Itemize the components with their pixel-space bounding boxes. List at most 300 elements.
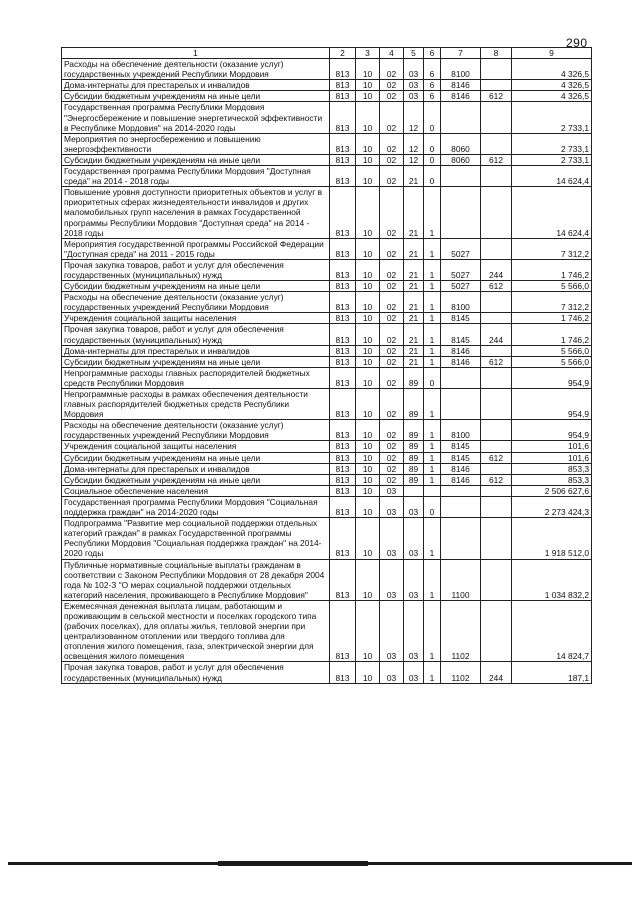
section-cell: 10: [356, 420, 380, 441]
row-name-cell: Государственная программа Республики Мордовия "Доступная среда" на 2014 - 2018 годы: [62, 166, 330, 187]
section-cell: 10: [356, 292, 380, 313]
section-cell: 10: [356, 662, 380, 683]
expense-type-cell: [481, 463, 512, 474]
ministry-code-cell: 813: [330, 662, 356, 683]
row-name-cell: Субсидии бюджетным учреждениям на иные цели: [62, 281, 330, 292]
column-header: 3: [356, 48, 380, 59]
subsection-cell: 02: [380, 133, 404, 154]
amount-cell: 853,3: [512, 463, 592, 474]
program-cell: 89: [404, 367, 424, 388]
subprogram-cell: 1: [424, 313, 441, 324]
table-row: [62, 345, 592, 356]
subsection-cell: 02: [380, 166, 404, 187]
subprogram-cell: 1: [424, 420, 441, 441]
expense-type-cell: [481, 496, 512, 517]
target-code-cell: 5027: [441, 281, 481, 292]
amount-cell: 2 733,1: [512, 154, 592, 165]
row-name-cell: Государственная программа Республики Мордовия "Социальная поддержка граждан" на 2014-2020 годы: [62, 496, 330, 517]
subsection-cell: 02: [380, 367, 404, 388]
target-code-cell: [441, 367, 481, 388]
program-cell: 21: [404, 238, 424, 259]
subsection-cell: 02: [380, 59, 404, 80]
subprogram-cell: 1: [424, 600, 441, 662]
program-cell: 21: [404, 356, 424, 367]
expense-type-cell: [481, 559, 512, 600]
ministry-code-cell: 813: [330, 59, 356, 80]
table-row: [62, 238, 592, 259]
section-cell: 10: [356, 452, 380, 463]
amount-cell: 4 326,5: [512, 59, 592, 80]
amount-cell: 14 824,7: [512, 600, 592, 662]
subprogram-cell: 1: [424, 389, 441, 420]
table-row: [62, 559, 592, 600]
subsection-cell: 02: [380, 474, 404, 485]
ministry-code-cell: 813: [330, 187, 356, 238]
table-row: [62, 496, 592, 517]
program-cell: 03: [404, 59, 424, 80]
target-code-cell: 8146: [441, 345, 481, 356]
target-code-cell: 8146: [441, 91, 481, 102]
section-cell: 10: [356, 91, 380, 102]
target-code-cell: 8060: [441, 133, 481, 154]
subprogram-cell: 1: [424, 559, 441, 600]
program-cell: 21: [404, 187, 424, 238]
ministry-code-cell: 813: [330, 559, 356, 600]
program-cell: 89: [404, 441, 424, 452]
table-row: [62, 518, 592, 559]
row-name-cell: Мероприятия по энергосбережению и повышению энергоэффективности: [62, 133, 330, 154]
amount-cell: 187,1: [512, 662, 592, 683]
ministry-code-cell: 813: [330, 91, 356, 102]
expense-type-cell: [481, 59, 512, 80]
target-code-cell: [441, 485, 481, 496]
expense-type-cell: [481, 367, 512, 388]
expense-type-cell: [481, 133, 512, 154]
ministry-code-cell: 813: [330, 238, 356, 259]
ministry-code-cell: 813: [330, 518, 356, 559]
subprogram-cell: 1: [424, 662, 441, 683]
amount-cell: 2 273 424,3: [512, 496, 592, 517]
section-cell: 10: [356, 281, 380, 292]
ministry-code-cell: 813: [330, 166, 356, 187]
subprogram-cell: 1: [424, 281, 441, 292]
section-cell: 10: [356, 389, 380, 420]
subprogram-cell: 1: [424, 292, 441, 313]
program-cell: 12: [404, 102, 424, 133]
target-code-cell: 8145: [441, 441, 481, 452]
program-cell: 21: [404, 292, 424, 313]
program-cell: 21: [404, 281, 424, 292]
section-cell: 10: [356, 59, 380, 80]
subsection-cell: 02: [380, 292, 404, 313]
target-code-cell: 8145: [441, 313, 481, 324]
target-code-cell: [441, 102, 481, 133]
expense-type-cell: [481, 600, 512, 662]
ministry-code-cell: 813: [330, 485, 356, 496]
expense-type-cell: 244: [481, 662, 512, 683]
expense-type-cell: [481, 187, 512, 238]
row-name-cell: Дома-интернаты для престарелых и инвалидов: [62, 463, 330, 474]
column-header: 5: [404, 48, 424, 59]
expense-type-cell: 612: [481, 154, 512, 165]
subsection-cell: 02: [380, 389, 404, 420]
amount-cell: 7 312,2: [512, 292, 592, 313]
section-cell: 10: [356, 600, 380, 662]
section-cell: 10: [356, 324, 380, 345]
ministry-code-cell: 813: [330, 600, 356, 662]
program-cell: [404, 485, 424, 496]
section-cell: 10: [356, 154, 380, 165]
expense-type-cell: [481, 518, 512, 559]
expense-type-cell: [481, 80, 512, 91]
amount-cell: 4 326,5: [512, 80, 592, 91]
section-cell: 10: [356, 133, 380, 154]
ministry-code-cell: 813: [330, 324, 356, 345]
table-row: [62, 281, 592, 292]
program-cell: 03: [404, 559, 424, 600]
section-cell: 10: [356, 238, 380, 259]
program-cell: 89: [404, 463, 424, 474]
expense-type-cell: [481, 389, 512, 420]
section-cell: 10: [356, 102, 380, 133]
section-cell: 10: [356, 259, 380, 280]
target-code-cell: [441, 496, 481, 517]
subprogram-cell: 0: [424, 367, 441, 388]
program-cell: 89: [404, 474, 424, 485]
target-code-cell: 1100: [441, 559, 481, 600]
table-row: [62, 292, 592, 313]
ministry-code-cell: 813: [330, 389, 356, 420]
bottom-rule: [8, 862, 632, 865]
ministry-code-cell: 813: [330, 420, 356, 441]
program-cell: 12: [404, 154, 424, 165]
row-name-cell: Ежемесячная денежная выплата лицам, работающим и проживающим в сельской местности и поселках городского типа (рабочих поселках), для оплаты жилья, тепловой энергии при централизованном отоплении или твердого топлива для отопления жилого помещения, газа, электрической энергии для освещения жилого помещения: [62, 600, 330, 662]
subprogram-cell: 1: [424, 441, 441, 452]
program-cell: 89: [404, 389, 424, 420]
subsection-cell: 02: [380, 80, 404, 91]
table-row: [62, 313, 592, 324]
table-row: [62, 367, 592, 388]
row-name-cell: Учреждения социальной защиты населения: [62, 313, 330, 324]
expense-type-cell: [481, 238, 512, 259]
program-cell: 03: [404, 496, 424, 517]
section-cell: 10: [356, 166, 380, 187]
program-cell: 03: [404, 600, 424, 662]
ministry-code-cell: 813: [330, 452, 356, 463]
column-header: 1: [62, 48, 330, 59]
table-row: [62, 259, 592, 280]
table-row: [62, 133, 592, 154]
subsection-cell: 03: [380, 559, 404, 600]
program-cell: 89: [404, 420, 424, 441]
amount-cell: 14 624,4: [512, 187, 592, 238]
expense-type-cell: [481, 485, 512, 496]
row-name-cell: Публичные нормативные социальные выплаты гражданам в соответствии с Законом Республики Мордовия от 28 декабря 2004 года № 102-З "О мерах социальной поддержки отдельных категорий населения, проживающего в Республике Мордовия": [62, 559, 330, 600]
table-row: [62, 452, 592, 463]
subprogram-cell: 0: [424, 166, 441, 187]
section-cell: 10: [356, 345, 380, 356]
program-cell: 21: [404, 313, 424, 324]
amount-cell: 1 746,2: [512, 313, 592, 324]
ministry-code-cell: 813: [330, 80, 356, 91]
amount-cell: 101,6: [512, 441, 592, 452]
expense-type-cell: [481, 292, 512, 313]
row-name-cell: Прочая закупка товаров, работ и услуг для обеспечения государственных (муниципальных) нужд: [62, 662, 330, 683]
table-row: [62, 420, 592, 441]
amount-cell: 2 733,1: [512, 133, 592, 154]
table-row: [62, 80, 592, 91]
subprogram-cell: 1: [424, 238, 441, 259]
ministry-code-cell: 813: [330, 441, 356, 452]
target-code-cell: [441, 518, 481, 559]
program-cell: 03: [404, 518, 424, 559]
table-row: [62, 166, 592, 187]
column-header: 2: [330, 48, 356, 59]
section-cell: 10: [356, 441, 380, 452]
row-name-cell: Субсидии бюджетным учреждениям на иные цели: [62, 474, 330, 485]
subsection-cell: 03: [380, 662, 404, 683]
column-header: 7: [441, 48, 481, 59]
amount-cell: 101,6: [512, 452, 592, 463]
amount-cell: 7 312,2: [512, 238, 592, 259]
subprogram-cell: 0: [424, 496, 441, 517]
row-name-cell: Дома-интернаты для престарелых и инвалидов: [62, 345, 330, 356]
subprogram-cell: [424, 485, 441, 496]
ministry-code-cell: 813: [330, 133, 356, 154]
expense-type-cell: 612: [481, 281, 512, 292]
column-header: 9: [512, 48, 592, 59]
row-name-cell: Непрограммные расходы в рамках обеспечения деятельности главных распорядителей бюджетных средств Республики Мордовия: [62, 389, 330, 420]
section-cell: 10: [356, 463, 380, 474]
row-name-cell: Субсидии бюджетным учреждениям на иные цели: [62, 356, 330, 367]
section-cell: 10: [356, 356, 380, 367]
subsection-cell: 02: [380, 463, 404, 474]
column-header: 8: [481, 48, 512, 59]
amount-cell: 954,9: [512, 367, 592, 388]
expense-type-cell: 612: [481, 474, 512, 485]
amount-cell: 853,3: [512, 474, 592, 485]
row-name-cell: Подпрограмма "Развитие мер социальной поддержки отдельных категорий граждан" в рамках Государственной программы Республики Мордовия "Социальная поддержка граждан" на 2014-2020 годы: [62, 518, 330, 559]
subsection-cell: 02: [380, 313, 404, 324]
subsection-cell: 03: [380, 600, 404, 662]
program-cell: 89: [404, 452, 424, 463]
section-cell: 10: [356, 80, 380, 91]
subsection-cell: 02: [380, 452, 404, 463]
subprogram-cell: 1: [424, 474, 441, 485]
target-code-cell: 5027: [441, 238, 481, 259]
section-cell: 10: [356, 367, 380, 388]
row-name-cell: Мероприятия государственной программы Российской Федерации "Доступная среда" на 2011 - 2015 годы: [62, 238, 330, 259]
section-cell: 10: [356, 313, 380, 324]
target-code-cell: 8146: [441, 356, 481, 367]
ministry-code-cell: 813: [330, 259, 356, 280]
subprogram-cell: 0: [424, 102, 441, 133]
expense-type-cell: 612: [481, 452, 512, 463]
expense-type-cell: [481, 420, 512, 441]
ministry-code-cell: 813: [330, 356, 356, 367]
amount-cell: 14 624,4: [512, 166, 592, 187]
table-row: [62, 59, 592, 80]
subprogram-cell: 1: [424, 356, 441, 367]
target-code-cell: 5027: [441, 259, 481, 280]
subprogram-cell: 6: [424, 59, 441, 80]
table-row: [62, 324, 592, 345]
subprogram-cell: 0: [424, 154, 441, 165]
program-cell: 12: [404, 133, 424, 154]
row-name-cell: Государственная программа Республики Мордовия "Энергосбережение и повышение энергетической эффективности в Республике Мордовия" на 2014-2020 годы: [62, 102, 330, 133]
ministry-code-cell: 813: [330, 496, 356, 517]
subsection-cell: 03: [380, 485, 404, 496]
table-row: [62, 600, 592, 662]
expense-type-cell: 612: [481, 356, 512, 367]
subprogram-cell: 1: [424, 345, 441, 356]
target-code-cell: 8145: [441, 452, 481, 463]
program-cell: 21: [404, 345, 424, 356]
target-code-cell: 8146: [441, 463, 481, 474]
row-name-cell: Прочая закупка товаров, работ и услуг для обеспечения государственных (муниципальных) нужд: [62, 324, 330, 345]
amount-cell: 5 566,0: [512, 345, 592, 356]
subsection-cell: 03: [380, 496, 404, 517]
row-name-cell: Прочая закупка товаров, работ и услуг для обеспечения государственных (муниципальных) нужд: [62, 259, 330, 280]
amount-cell: 2 506 627,6: [512, 485, 592, 496]
row-name-cell: Субсидии бюджетным учреждениям на иные цели: [62, 154, 330, 165]
expense-type-cell: [481, 102, 512, 133]
amount-cell: 1 746,2: [512, 259, 592, 280]
amount-cell: 954,9: [512, 420, 592, 441]
table-row: [62, 102, 592, 133]
section-cell: 10: [356, 485, 380, 496]
section-cell: 10: [356, 518, 380, 559]
amount-cell: 1 918 512,0: [512, 518, 592, 559]
subprogram-cell: 6: [424, 91, 441, 102]
expense-type-cell: [481, 313, 512, 324]
subsection-cell: 02: [380, 324, 404, 345]
expense-type-cell: [481, 345, 512, 356]
subsection-cell: 02: [380, 259, 404, 280]
table-row: [62, 441, 592, 452]
section-cell: 10: [356, 496, 380, 517]
subprogram-cell: 1: [424, 518, 441, 559]
row-name-cell: Непрограммные расходы главных распорядителей бюджетных средств Республики Мордовия: [62, 367, 330, 388]
ministry-code-cell: 813: [330, 367, 356, 388]
table-row: [62, 474, 592, 485]
column-header: 6: [424, 48, 441, 59]
amount-cell: 5 566,0: [512, 281, 592, 292]
table-row: [62, 662, 592, 683]
subprogram-cell: 1: [424, 463, 441, 474]
ministry-code-cell: 813: [330, 292, 356, 313]
amount-cell: 1 746,2: [512, 324, 592, 345]
table-row: [62, 389, 592, 420]
program-cell: 21: [404, 324, 424, 345]
ministry-code-cell: 813: [330, 154, 356, 165]
ministry-code-cell: 813: [330, 313, 356, 324]
column-number-row: [62, 48, 592, 59]
row-name-cell: Субсидии бюджетным учреждениям на иные цели: [62, 452, 330, 463]
expense-type-cell: [481, 441, 512, 452]
subsection-cell: 02: [380, 356, 404, 367]
table-row: [62, 91, 592, 102]
expense-type-cell: 244: [481, 259, 512, 280]
target-code-cell: 8100: [441, 420, 481, 441]
subsection-cell: 02: [380, 187, 404, 238]
target-code-cell: 8100: [441, 59, 481, 80]
table-row: [62, 463, 592, 474]
row-name-cell: Социальное обеспечение населения: [62, 485, 330, 496]
row-name-cell: Расходы на обеспечение деятельности (оказание услуг) государственных учреждений Республики Мордовия: [62, 59, 330, 80]
subprogram-cell: 0: [424, 133, 441, 154]
subprogram-cell: 1: [424, 259, 441, 280]
table-row: [62, 154, 592, 165]
table-row: [62, 485, 592, 496]
subprogram-cell: 1: [424, 187, 441, 238]
program-cell: 03: [404, 80, 424, 91]
row-name-cell: Расходы на обеспечение деятельности (оказание услуг) государственных учреждений Республики Мордовия: [62, 292, 330, 313]
subsection-cell: 02: [380, 102, 404, 133]
subsection-cell: 02: [380, 345, 404, 356]
subsection-cell: 02: [380, 91, 404, 102]
subprogram-cell: 1: [424, 452, 441, 463]
target-code-cell: [441, 389, 481, 420]
target-code-cell: [441, 166, 481, 187]
target-code-cell: [441, 187, 481, 238]
target-code-cell: 1102: [441, 600, 481, 662]
section-cell: 10: [356, 474, 380, 485]
program-cell: 03: [404, 662, 424, 683]
subsection-cell: 02: [380, 420, 404, 441]
row-name-cell: Дома-интернаты для престарелых и инвалидов: [62, 80, 330, 91]
target-code-cell: 1102: [441, 662, 481, 683]
program-cell: 21: [404, 166, 424, 187]
subsection-cell: 03: [380, 518, 404, 559]
section-cell: 10: [356, 559, 380, 600]
amount-cell: 4 326,5: [512, 91, 592, 102]
page-number: 290: [566, 36, 588, 50]
expense-type-cell: [481, 166, 512, 187]
subprogram-cell: 6: [424, 80, 441, 91]
program-cell: 03: [404, 91, 424, 102]
subprogram-cell: 1: [424, 324, 441, 345]
amount-cell: 5 566,0: [512, 356, 592, 367]
amount-cell: 2 733,1: [512, 102, 592, 133]
subsection-cell: 02: [380, 441, 404, 452]
target-code-cell: 8146: [441, 474, 481, 485]
budget-table: [61, 47, 592, 684]
section-cell: 10: [356, 187, 380, 238]
target-code-cell: 8100: [441, 292, 481, 313]
subsection-cell: 02: [380, 281, 404, 292]
amount-cell: 1 034 832,2: [512, 559, 592, 600]
table-row: [62, 187, 592, 238]
expense-type-cell: 244: [481, 324, 512, 345]
ministry-code-cell: 813: [330, 281, 356, 292]
target-code-cell: 8060: [441, 154, 481, 165]
program-cell: 21: [404, 259, 424, 280]
row-name-cell: Расходы на обеспечение деятельности (оказание услуг) государственных учреждений Республики Мордовия: [62, 420, 330, 441]
target-code-cell: 8145: [441, 324, 481, 345]
subsection-cell: 02: [380, 238, 404, 259]
ministry-code-cell: 813: [330, 474, 356, 485]
row-name-cell: Повышение уровня доступности приоритетных объектов и услуг в приоритетных сферах жизнедеятельности инвалидов и других маломобильных групп населения в рамках Государственной программы Республики Мордовия "Доступная среда" на 2014 - 2018 годы: [62, 187, 330, 238]
ministry-code-cell: 813: [330, 463, 356, 474]
ministry-code-cell: 813: [330, 345, 356, 356]
row-name-cell: Субсидии бюджетным учреждениям на иные цели: [62, 91, 330, 102]
row-name-cell: Учреждения социальной защиты населения: [62, 441, 330, 452]
table-row: [62, 356, 592, 367]
expense-type-cell: 612: [481, 91, 512, 102]
amount-cell: 954,9: [512, 389, 592, 420]
column-header: 4: [380, 48, 404, 59]
